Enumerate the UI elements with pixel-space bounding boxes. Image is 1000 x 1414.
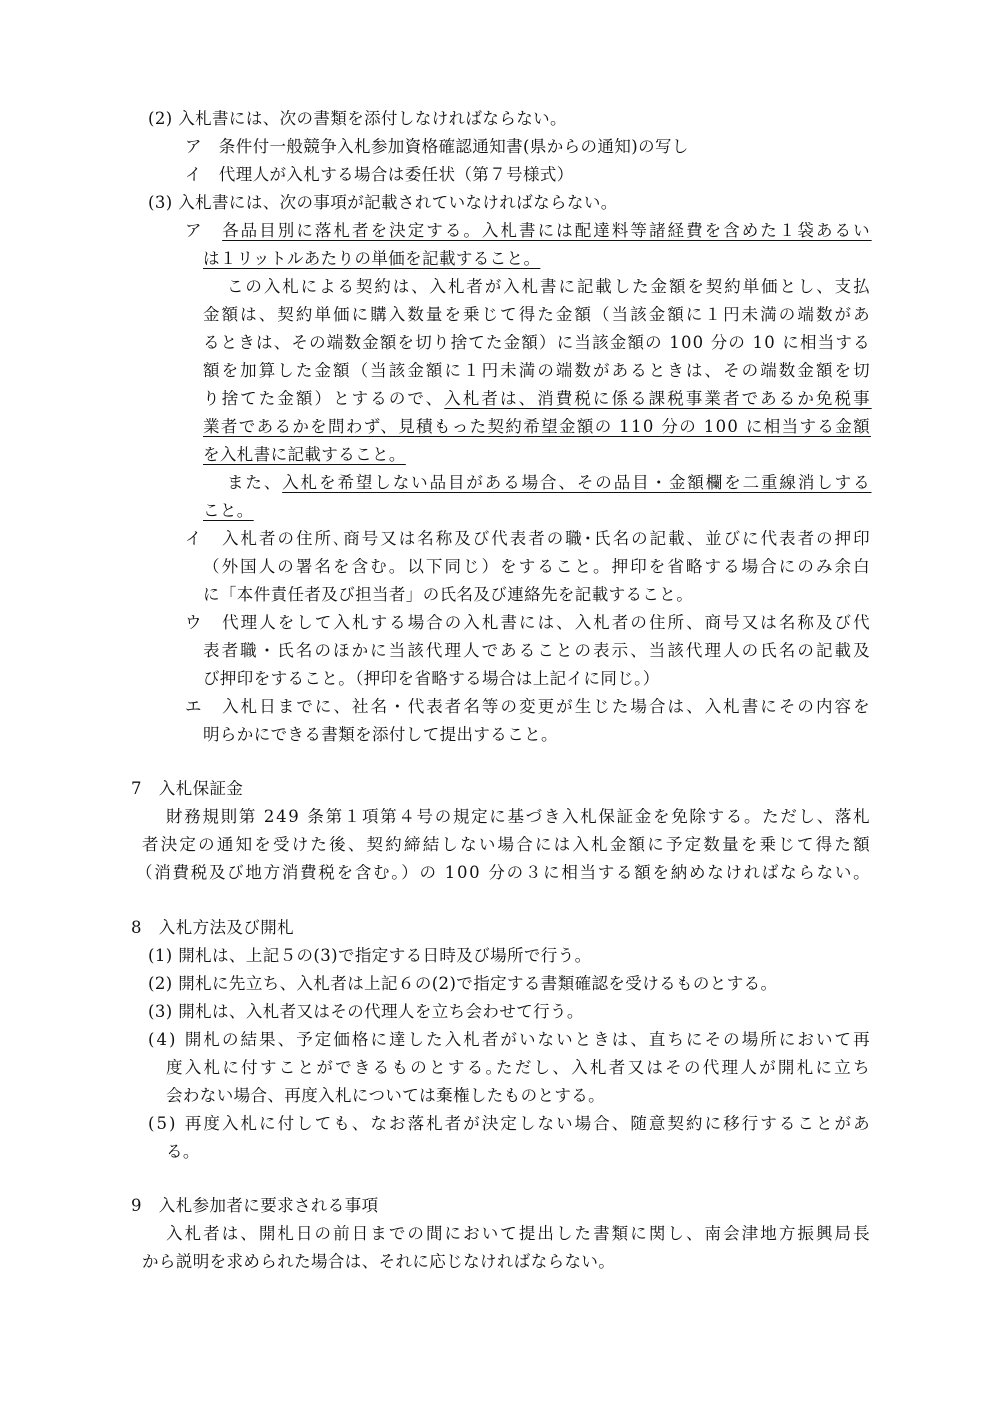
text-segment: 明らかにできる書類を添付して提出すること。 xyxy=(203,725,558,744)
text-line xyxy=(185,162,574,188)
underlined-text: は１リットルあたりの単価を記載すること。 xyxy=(203,249,541,268)
text-segment: (5) 再度入札に付しても、なお落札者が決定しない場合、随意契約に移行することがあ xyxy=(148,1114,872,1133)
text-line xyxy=(185,610,872,636)
text-segment: に「本件責任者及び担当者」の氏名及び連絡先を記載すること。 xyxy=(203,585,694,604)
text-line xyxy=(203,638,872,664)
text-segment: (2) 入札書には、次の書類を添付しなければならない。 xyxy=(148,109,567,128)
text-line xyxy=(203,358,872,384)
text-segment: 入札者は、開札日の前日までの間において提出した書類に関し、南会津地方振興局長 xyxy=(166,1224,872,1243)
text-segment: る。 xyxy=(166,1142,200,1161)
text-line xyxy=(203,386,872,412)
text-segment: 者決定の通知を受けた後、契約締結しない場合には入札金額に予定数量を乗じて得た額 xyxy=(142,835,872,854)
text-line xyxy=(227,470,872,496)
text-segment: 度入札に付すことができるものとする｡ただし、入札者又はその代理人が開札に立ち xyxy=(166,1058,872,1077)
text-line xyxy=(185,134,689,160)
underlined-text: 各品目別に落札者を決定する。入札書には配達料等諸経費を含めた１袋あるい xyxy=(222,221,872,240)
underlined-text: 入札者は、消費税に係る課税事業者であるか免税事 xyxy=(444,389,872,408)
text-line xyxy=(148,943,592,969)
text-segment: （外国人の署名を含む。以下同じ）をすること。押印を省略する場合にのみ余白 xyxy=(203,557,872,576)
text-segment: 金額は、契約単価に購入数量を乗じて得た金額（当該金額に１円未満の端数があ xyxy=(203,305,872,324)
text-segment: また、 xyxy=(227,473,283,492)
text-segment: (2) 開札に先立ち、入札者は上記６の(2)で指定する書類確認を受けるものとする。 xyxy=(148,974,778,993)
text-line xyxy=(131,776,243,802)
text-line xyxy=(166,1221,872,1247)
text-line xyxy=(203,302,872,328)
text-line xyxy=(203,554,872,580)
text-segment: るときは、その端数金額を切り捨てた金額）に当該金額の 100 分の 10 に相当する xyxy=(203,333,871,352)
text-line xyxy=(166,1139,200,1165)
text-line xyxy=(148,971,777,997)
text-segment: (3) 入札書には、次の事項が記載されていなければならない。 xyxy=(148,193,618,212)
text-line xyxy=(166,804,871,830)
text-segment: ウ 代理人をして入札する場合の入札書には、入札者の住所、商号又は名称及び代 xyxy=(185,613,872,632)
text-segment: (1) 開札は、上記５の(3)で指定する日時及び場所で行う。 xyxy=(148,946,592,965)
text-segment: から説明を求められた場合は、それに応じなければならない。 xyxy=(142,1252,616,1271)
text-line xyxy=(227,274,872,300)
text-segment: 財務規則第 249 条第１項第４号の規定に基づき入札保証金を免除する。ただし、落札 xyxy=(166,807,872,826)
text-segment: 8 入札方法及び開札 xyxy=(131,918,294,937)
text-segment: イ 代理人が入札する場合は委任状（第７号様式） xyxy=(185,165,574,184)
text-line xyxy=(185,526,872,552)
text-segment: ア 条件付一般競争入札参加資格確認通知書(県からの通知)の写し xyxy=(185,137,689,156)
text-line xyxy=(136,860,871,886)
text-line xyxy=(166,1055,872,1081)
underlined-text: を入札書に記載すること。 xyxy=(203,445,406,464)
text-line xyxy=(185,218,872,244)
text-line xyxy=(148,1111,872,1137)
text-line xyxy=(148,1027,872,1053)
text-segment: 9 入札参加者に要求される事項 xyxy=(131,1196,379,1215)
text-line xyxy=(131,1193,379,1219)
text-segment: 額を加算した金額（当該金額に１円未満の端数があるときは、その端数金額を切 xyxy=(203,361,872,380)
text-line xyxy=(148,106,567,132)
text-segment: (4) 開札の結果、予定価格に達した入札者がいないときは、直ちにその場所において再 xyxy=(148,1030,872,1049)
text-line xyxy=(142,832,872,858)
text-segment: この入札による契約は、入札者が入札書に記載した金額を契約単価とし、支払 xyxy=(227,277,872,296)
text-segment: り捨てた金額）とするので、 xyxy=(203,389,445,408)
text-segment: (3) 開札は、入札者又はその代理人を立ち会わせて行う。 xyxy=(148,1002,584,1021)
text-line xyxy=(203,582,693,608)
text-line xyxy=(203,722,558,748)
text-segment: 7 入札保証金 xyxy=(131,779,244,798)
text-line xyxy=(185,694,872,720)
text-line xyxy=(131,915,294,941)
underlined-text: こと。 xyxy=(203,501,254,520)
text-segment: イ 入札者の住所､商号又は名称及び代表者の職･氏名の記載、並びに代表者の押印 xyxy=(185,529,872,548)
text-segment: （消費税及び地方消費税を含む。）の 100 分の３に相当する額を納めなければならない。 xyxy=(136,863,872,882)
text-segment: エ 入札日までに、社名・代表者名等の変更が生じた場合は、入札書にその内容を xyxy=(185,697,872,716)
text-line xyxy=(148,190,618,216)
text-line xyxy=(203,246,540,272)
text-segment: び押印をすること。（押印を省略する場合は上記イに同じ。） xyxy=(203,669,660,688)
text-segment: 会わない場合、再度入札については棄権したものとする。 xyxy=(166,1086,606,1105)
text-line xyxy=(203,330,871,356)
text-line xyxy=(142,1249,615,1275)
text-line xyxy=(203,414,871,440)
text-line xyxy=(148,999,584,1025)
underlined-text: 業者であるかを問わず、見積もった契約希望金額の 110 分の 100 に相当する金額 xyxy=(203,417,871,436)
underlined-text: 入札を希望しない品目がある場合、その品目・金額欄を二重線消しする xyxy=(282,473,872,492)
text-line xyxy=(203,498,254,524)
text-segment: ア xyxy=(185,221,223,240)
text-line xyxy=(203,442,406,468)
text-line xyxy=(203,666,660,692)
text-segment: 表者職・氏名のほかに当該代理人であることの表示、当該代理人の氏名の記載及 xyxy=(203,641,872,660)
text-line xyxy=(166,1083,605,1109)
